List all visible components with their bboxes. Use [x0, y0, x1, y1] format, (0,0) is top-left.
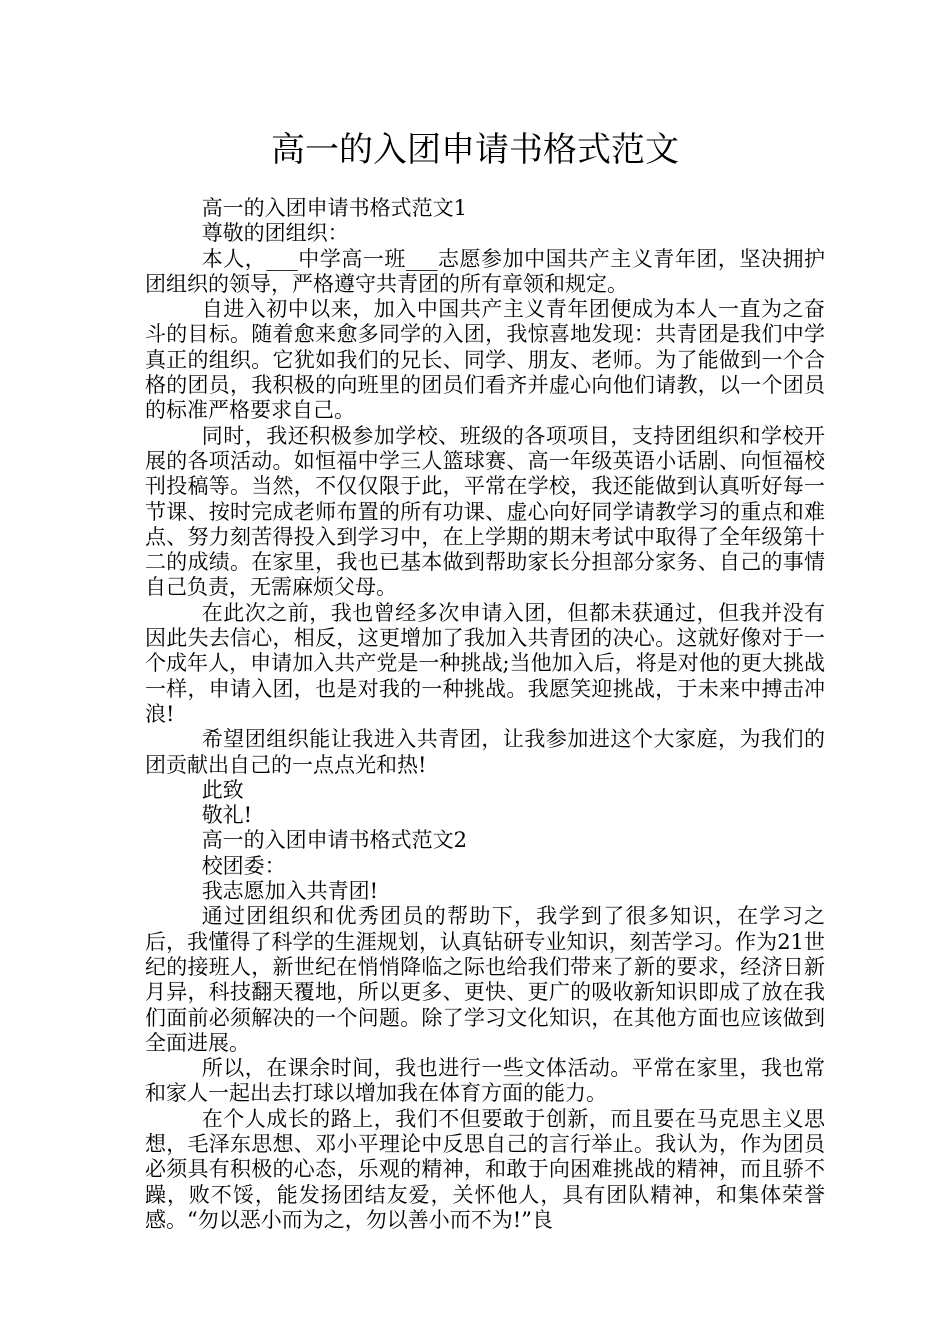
section-heading-2: 高一的入团申请书格式范文2	[201, 828, 468, 853]
paragraph: 同时，我还积极参加学校、班级的各项项目，支持团组织和学校开展的各项活动。如恒福中学三人篮球赛、高一年级英语小话剧、向恒福校刊投稿等。当然，不仅仅限于此，平常在学校，我还能做到认真听好每一节课、按时完成老师布置的所有功课、虚心向好同学请教学习的重点和难点、努力刻苦得投入到学习中，在上学期的期末考试中取得了全年级第十二的成绩。在家里，我也已基本做到帮助家长分担部分家务、自己的事情自己负责，无需麻烦父母。	[145, 423, 825, 600]
salutation: 尊敬的团组织：	[201, 221, 349, 246]
section-heading-1: 高一的入团申请书格式范文1	[201, 196, 468, 220]
document-body	[145, 196, 825, 1233]
paragraph: 在此次之前，我也曾经多次申请入团，但都未获通过，但我并没有因此失去信心，相反，这更增加了我加入共青团的决心。这就好像对于一个成年人，申请加入共产党是一种挑战;当他加入后，将是对他的更大挑战一样，申请入团，也是对我的一种挑战。我愿笑迎挑战，于未来中搏击冲浪!	[145, 600, 825, 726]
closing-line: 此致	[201, 777, 244, 802]
paragraph: 我志愿加入共青团!	[201, 879, 379, 904]
paragraph: 在个人成长的路上，我们不但要敢于创新，而且要在马克思主义思想，毛泽东思想、邓小平理论中反思自己的言行举止。我认为，作为团员必须具有积极的心态，乐观的精神，和敢于向困难挑战的精神，而且骄不躁，败不馁，能发扬团结友爱，关怀他人，具有团队精神，和集体荣誉感。“勿以恶小而为之，勿以善小而不为!”良	[145, 1106, 825, 1232]
paragraph: 希望团组织能让我进入共青团，让我参加进这个大家庭，为我们的团贡献出自己的一点点光和热!	[145, 727, 825, 777]
paragraph: 所以，在课余时间，我也进行一些文体活动。平常在家里，我也常和家人一起出去打球以增加我在体育方面的能力。	[145, 1056, 825, 1106]
paragraph: 本人，___中学高一班___志愿参加中国共产主义青年团，坚决拥护团组织的领导，严格遵守共青团的所有章领和规定。	[145, 246, 825, 296]
closing-line: 敬礼!	[201, 803, 253, 828]
salutation: 校团委：	[201, 853, 286, 878]
paragraph: 通过团组织和优秀团员的帮助下，我学到了很多知识，在学习之后，我懂得了科学的生涯规划，认真钻研专业知识，刻苦学习。作为21世纪的接班人，新世纪在悄悄降临之际也给我们带来了新的要求，经济日新月异，科技翻天覆地，所以更多、更快、更广的吸收新知识即成了放在我们面前必须解决的一个问题。除了学习文化知识，在其他方面也应该做到全面进展。	[145, 904, 825, 1055]
paragraph: 自进入初中以来，加入中国共产主义青年团便成为本人一直为之奋斗的目标。随着愈来愈多同学的入团，我惊喜地发现：共青团是我们中学真正的组织。它犹如我们的兄长、同学、朋友、老师。为了能做到一个合格的团员，我积极的向班里的团员们看齐并虚心向他们请教，以一个团员的标准严格要求自己。	[145, 297, 825, 423]
document-title: 高一的入团申请书格式范文	[271, 130, 679, 170]
